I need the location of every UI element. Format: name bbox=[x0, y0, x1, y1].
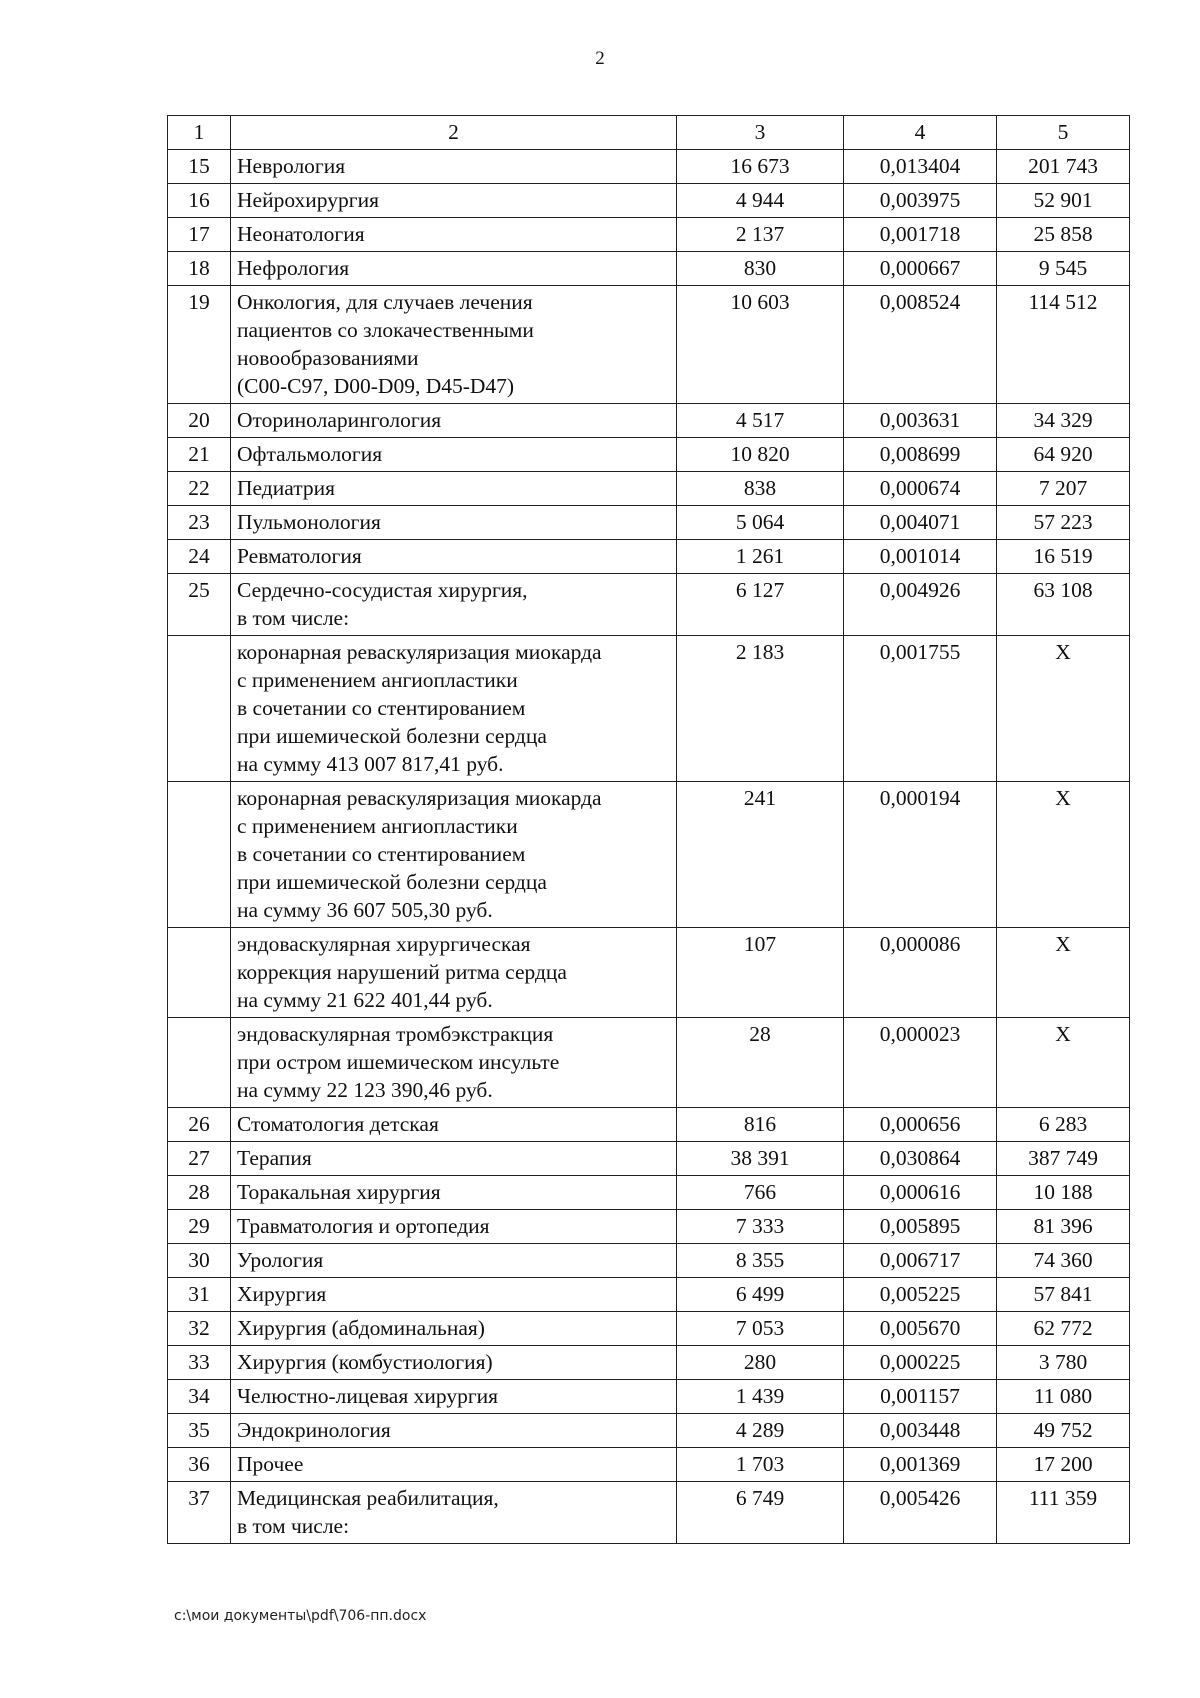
row-col5-cell: 114 512 bbox=[997, 286, 1130, 404]
row-name-cell: Оториноларингология bbox=[231, 404, 677, 438]
row-name-cell: эндоваскулярная хирургическая коррекция нарушений ритма сердца на сумму 21 622 401,44 руб. bbox=[231, 928, 677, 1018]
row-name-cell: Сердечно-сосудистая хирургия, в том числе: bbox=[231, 574, 677, 636]
row-number-cell bbox=[168, 636, 231, 782]
row-col3-cell: 28 bbox=[677, 1018, 844, 1108]
row-col3-cell: 10 820 bbox=[677, 438, 844, 472]
row-number-cell: 31 bbox=[168, 1278, 231, 1312]
row-col5-cell: 11 080 bbox=[997, 1380, 1130, 1414]
row-col5-cell: 57 223 bbox=[997, 506, 1130, 540]
row-number-cell: 36 bbox=[168, 1448, 231, 1482]
row-name-cell: Неврология bbox=[231, 150, 677, 184]
row-name-cell: Торакальная хирургия bbox=[231, 1176, 677, 1210]
row-col3-cell: 1 261 bbox=[677, 540, 844, 574]
table-row bbox=[168, 1244, 1130, 1278]
row-name-cell: Ревматология bbox=[231, 540, 677, 574]
row-col3-cell: 7 053 bbox=[677, 1312, 844, 1346]
table-row bbox=[168, 472, 1130, 506]
row-col4-cell: 0,001369 bbox=[844, 1448, 997, 1482]
row-number-cell: 30 bbox=[168, 1244, 231, 1278]
column-header: 4 bbox=[844, 116, 997, 150]
row-name-cell: Медицинская реабилитация, в том числе: bbox=[231, 1482, 677, 1544]
table-row bbox=[168, 438, 1130, 472]
row-col3-cell: 7 333 bbox=[677, 1210, 844, 1244]
table-row bbox=[168, 1018, 1130, 1108]
row-col5-cell: X bbox=[997, 636, 1130, 782]
row-col4-cell: 0,000023 bbox=[844, 1018, 997, 1108]
row-name-cell: коронарная реваскуляризация миокарда с применением ангиопластики в сочетании со стентированием при ишемической болезни сердца на сумму 413 007 817,41 руб. bbox=[231, 636, 677, 782]
row-col5-cell: 201 743 bbox=[997, 150, 1130, 184]
table-body bbox=[168, 150, 1130, 1544]
row-col5-cell: 6 283 bbox=[997, 1108, 1130, 1142]
row-col4-cell: 0,005426 bbox=[844, 1482, 997, 1544]
row-col5-cell: 10 188 bbox=[997, 1176, 1130, 1210]
row-name-cell: Урология bbox=[231, 1244, 677, 1278]
row-col5-cell: 62 772 bbox=[997, 1312, 1130, 1346]
row-number-cell: 32 bbox=[168, 1312, 231, 1346]
row-col4-cell: 0,008699 bbox=[844, 438, 997, 472]
row-col3-cell: 4 517 bbox=[677, 404, 844, 438]
row-col4-cell: 0,004926 bbox=[844, 574, 997, 636]
row-col4-cell: 0,000656 bbox=[844, 1108, 997, 1142]
row-name-cell: Пульмонология bbox=[231, 506, 677, 540]
row-number-cell: 29 bbox=[168, 1210, 231, 1244]
row-number-cell: 18 bbox=[168, 252, 231, 286]
row-col4-cell: 0,000225 bbox=[844, 1346, 997, 1380]
row-name-cell: Нефрология bbox=[231, 252, 677, 286]
row-name-cell: Травматология и ортопедия bbox=[231, 1210, 677, 1244]
row-col4-cell: 0,008524 bbox=[844, 286, 997, 404]
row-col5-cell: 7 207 bbox=[997, 472, 1130, 506]
row-name-cell: Челюстно-лицевая хирургия bbox=[231, 1380, 677, 1414]
row-name-cell: Стоматология детская bbox=[231, 1108, 677, 1142]
table-row bbox=[168, 1346, 1130, 1380]
row-name-cell: Терапия bbox=[231, 1142, 677, 1176]
row-col3-cell: 16 673 bbox=[677, 150, 844, 184]
row-number-cell: 19 bbox=[168, 286, 231, 404]
row-col5-cell: 81 396 bbox=[997, 1210, 1130, 1244]
row-col5-cell: X bbox=[997, 1018, 1130, 1108]
table-row bbox=[168, 1312, 1130, 1346]
row-number-cell bbox=[168, 1018, 231, 1108]
row-col3-cell: 6 499 bbox=[677, 1278, 844, 1312]
row-name-cell: Онкология, для случаев лечения пациентов со злокачественными новообразованиями (C00-C97, D00-D09, D45-D47) bbox=[231, 286, 677, 404]
table-row bbox=[168, 218, 1130, 252]
table-row bbox=[168, 1176, 1130, 1210]
row-col4-cell: 0,005225 bbox=[844, 1278, 997, 1312]
table-row bbox=[168, 252, 1130, 286]
table-row bbox=[168, 1142, 1130, 1176]
row-number-cell: 37 bbox=[168, 1482, 231, 1544]
row-col3-cell: 107 bbox=[677, 928, 844, 1018]
row-col3-cell: 6 749 bbox=[677, 1482, 844, 1544]
row-col4-cell: 0,003448 bbox=[844, 1414, 997, 1448]
row-name-cell: Хирургия (комбустиология) bbox=[231, 1346, 677, 1380]
row-col4-cell: 0,004071 bbox=[844, 506, 997, 540]
row-col5-cell: 74 360 bbox=[997, 1244, 1130, 1278]
row-col4-cell: 0,000194 bbox=[844, 782, 997, 928]
row-number-cell bbox=[168, 782, 231, 928]
row-col5-cell: 9 545 bbox=[997, 252, 1130, 286]
row-number-cell: 33 bbox=[168, 1346, 231, 1380]
row-col3-cell: 241 bbox=[677, 782, 844, 928]
row-number-cell: 16 bbox=[168, 184, 231, 218]
file-path-footer: c:\мои документы\pdf\706-пп.docx bbox=[174, 1608, 427, 1624]
row-col4-cell: 0,000667 bbox=[844, 252, 997, 286]
table-row bbox=[168, 1380, 1130, 1414]
table-row bbox=[168, 184, 1130, 218]
row-name-cell: Прочее bbox=[231, 1448, 677, 1482]
table-row bbox=[168, 150, 1130, 184]
row-col4-cell: 0,001014 bbox=[844, 540, 997, 574]
row-name-cell: Нейрохирургия bbox=[231, 184, 677, 218]
row-col5-cell: 16 519 bbox=[997, 540, 1130, 574]
row-col3-cell: 6 127 bbox=[677, 574, 844, 636]
row-number-cell bbox=[168, 928, 231, 1018]
row-col3-cell: 830 bbox=[677, 252, 844, 286]
table-row bbox=[168, 1108, 1130, 1142]
table-row bbox=[168, 1482, 1130, 1544]
table-row bbox=[168, 636, 1130, 782]
row-col4-cell: 0,006717 bbox=[844, 1244, 997, 1278]
row-col5-cell: 3 780 bbox=[997, 1346, 1130, 1380]
table-row bbox=[168, 782, 1130, 928]
table-row bbox=[168, 506, 1130, 540]
row-name-cell: коронарная реваскуляризация миокарда с применением ангиопластики в сочетании со стентированием при ишемической болезни сердца на сумму 36 607 505,30 руб. bbox=[231, 782, 677, 928]
row-col4-cell: 0,013404 bbox=[844, 150, 997, 184]
column-header: 2 bbox=[231, 116, 677, 150]
column-header: 5 bbox=[997, 116, 1130, 150]
row-col5-cell: 64 920 bbox=[997, 438, 1130, 472]
row-name-cell: Эндокринология bbox=[231, 1414, 677, 1448]
row-name-cell: Офтальмология bbox=[231, 438, 677, 472]
row-col3-cell: 8 355 bbox=[677, 1244, 844, 1278]
row-number-cell: 27 bbox=[168, 1142, 231, 1176]
row-col5-cell: 25 858 bbox=[997, 218, 1130, 252]
row-col5-cell: X bbox=[997, 928, 1130, 1018]
row-name-cell: Хирургия bbox=[231, 1278, 677, 1312]
row-col5-cell: 387 749 bbox=[997, 1142, 1130, 1176]
row-col3-cell: 280 bbox=[677, 1346, 844, 1380]
row-col3-cell: 1 703 bbox=[677, 1448, 844, 1482]
table-row bbox=[168, 574, 1130, 636]
page-number: 2 bbox=[595, 48, 605, 69]
table-row bbox=[168, 928, 1130, 1018]
row-col3-cell: 766 bbox=[677, 1176, 844, 1210]
table-row bbox=[168, 286, 1130, 404]
row-number-cell: 25 bbox=[168, 574, 231, 636]
row-col5-cell: 111 359 bbox=[997, 1482, 1130, 1544]
column-header: 1 bbox=[168, 116, 231, 150]
row-col3-cell: 10 603 bbox=[677, 286, 844, 404]
row-col4-cell: 0,000086 bbox=[844, 928, 997, 1018]
table-row bbox=[168, 1210, 1130, 1244]
row-col4-cell: 0,003975 bbox=[844, 184, 997, 218]
row-col3-cell: 2 183 bbox=[677, 636, 844, 782]
table-row bbox=[168, 404, 1130, 438]
row-col3-cell: 38 391 bbox=[677, 1142, 844, 1176]
row-col5-cell: X bbox=[997, 782, 1130, 928]
row-name-cell: Педиатрия bbox=[231, 472, 677, 506]
row-number-cell: 23 bbox=[168, 506, 231, 540]
row-number-cell: 24 bbox=[168, 540, 231, 574]
row-number-cell: 35 bbox=[168, 1414, 231, 1448]
row-col4-cell: 0,003631 bbox=[844, 404, 997, 438]
row-col5-cell: 57 841 bbox=[997, 1278, 1130, 1312]
row-name-cell: эндоваскулярная тромбэкстракция при остром ишемическом инсульте на сумму 22 123 390,46 руб. bbox=[231, 1018, 677, 1108]
row-number-cell: 17 bbox=[168, 218, 231, 252]
row-col4-cell: 0,000674 bbox=[844, 472, 997, 506]
row-number-cell: 34 bbox=[168, 1380, 231, 1414]
row-col5-cell: 63 108 bbox=[997, 574, 1130, 636]
row-number-cell: 22 bbox=[168, 472, 231, 506]
table-row bbox=[168, 1278, 1130, 1312]
row-name-cell: Неонатология bbox=[231, 218, 677, 252]
row-number-cell: 26 bbox=[168, 1108, 231, 1142]
column-header: 3 bbox=[677, 116, 844, 150]
row-col3-cell: 5 064 bbox=[677, 506, 844, 540]
table-row bbox=[168, 1414, 1130, 1448]
row-col3-cell: 2 137 bbox=[677, 218, 844, 252]
row-col5-cell: 49 752 bbox=[997, 1414, 1130, 1448]
row-col3-cell: 4 289 bbox=[677, 1414, 844, 1448]
row-col4-cell: 0,001718 bbox=[844, 218, 997, 252]
row-number-cell: 28 bbox=[168, 1176, 231, 1210]
row-col4-cell: 0,030864 bbox=[844, 1142, 997, 1176]
row-col3-cell: 1 439 bbox=[677, 1380, 844, 1414]
table-row bbox=[168, 540, 1130, 574]
row-col4-cell: 0,001157 bbox=[844, 1380, 997, 1414]
row-col4-cell: 0,005895 bbox=[844, 1210, 997, 1244]
row-number-cell: 15 bbox=[168, 150, 231, 184]
row-col3-cell: 838 bbox=[677, 472, 844, 506]
row-number-cell: 21 bbox=[168, 438, 231, 472]
row-col4-cell: 0,005670 bbox=[844, 1312, 997, 1346]
row-col4-cell: 0,000616 bbox=[844, 1176, 997, 1210]
row-col5-cell: 52 901 bbox=[997, 184, 1130, 218]
row-col5-cell: 34 329 bbox=[997, 404, 1130, 438]
table-row bbox=[168, 1448, 1130, 1482]
row-col3-cell: 4 944 bbox=[677, 184, 844, 218]
row-col5-cell: 17 200 bbox=[997, 1448, 1130, 1482]
row-number-cell: 20 bbox=[168, 404, 231, 438]
data-table bbox=[167, 115, 1130, 1544]
table-header-row bbox=[168, 116, 1130, 150]
row-col4-cell: 0,001755 bbox=[844, 636, 997, 782]
row-col3-cell: 816 bbox=[677, 1108, 844, 1142]
row-name-cell: Хирургия (абдоминальная) bbox=[231, 1312, 677, 1346]
